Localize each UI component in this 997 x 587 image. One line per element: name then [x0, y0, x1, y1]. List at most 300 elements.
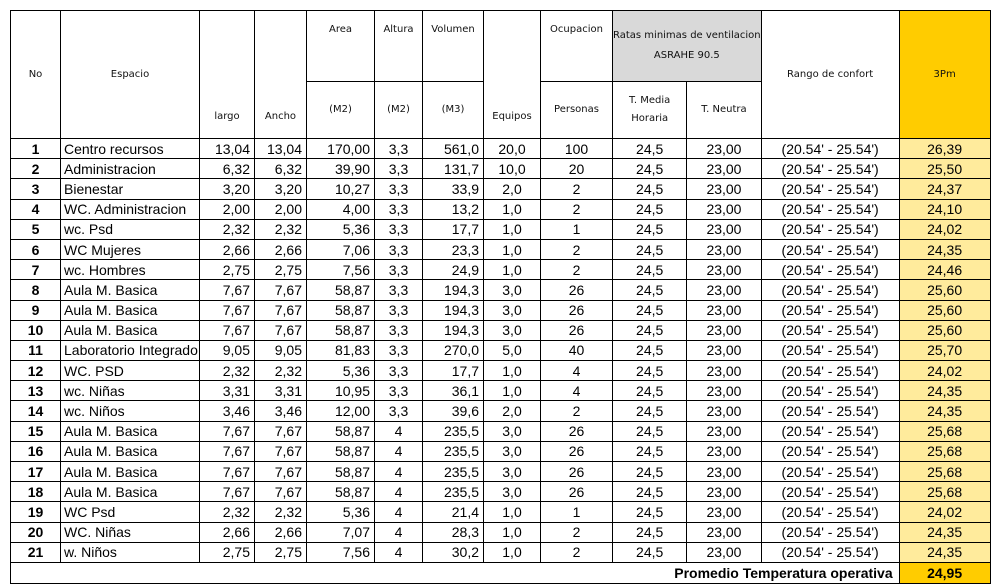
table-row — [11, 421, 991, 441]
table-row — [11, 340, 991, 360]
row-rango: (20.54' - 25.54') — [761, 401, 899, 421]
row-area: 7,07 — [307, 522, 375, 542]
row-t-neutra: 23,00 — [687, 199, 761, 219]
ventilation-table — [10, 10, 991, 584]
row-no: 3 — [11, 179, 61, 199]
row-largo: 7,67 — [200, 320, 255, 340]
row-t-neutra: 23,00 — [687, 361, 761, 381]
row-no: 20 — [11, 522, 61, 542]
row-area: 7,56 — [307, 542, 375, 562]
row-t-media: 24,5 — [613, 340, 687, 360]
row-ancho: 7,67 — [255, 300, 307, 320]
row-t-neutra: 23,00 — [687, 401, 761, 421]
row-espacio: wc. Hombres — [61, 260, 200, 280]
table-row — [11, 159, 991, 179]
row-3pm: 24,10 — [899, 199, 990, 219]
row-area: 7,56 — [307, 260, 375, 280]
row-altura: 3,3 — [375, 340, 423, 360]
row-3pm: 24,02 — [899, 361, 990, 381]
header-largo: largo — [200, 11, 255, 139]
row-volumen: 235,5 — [423, 482, 484, 502]
row-espacio: WC Mujeres — [61, 239, 200, 259]
row-3pm: 24,37 — [899, 179, 990, 199]
header-altura: Altura — [375, 11, 423, 82]
row-t-neutra: 23,00 — [687, 219, 761, 239]
row-personas: 2 — [541, 260, 613, 280]
row-area: 58,87 — [307, 280, 375, 300]
row-t-neutra: 23,00 — [687, 340, 761, 360]
row-volumen: 131,7 — [423, 159, 484, 179]
row-largo: 7,67 — [200, 482, 255, 502]
row-volumen: 21,4 — [423, 502, 484, 522]
row-ancho: 3,46 — [255, 401, 307, 421]
row-volumen: 33,9 — [423, 179, 484, 199]
row-no: 14 — [11, 401, 61, 421]
row-t-neutra: 23,00 — [687, 421, 761, 441]
row-rango: (20.54' - 25.54') — [761, 300, 899, 320]
row-rango: (20.54' - 25.54') — [761, 280, 899, 300]
table-row — [11, 361, 991, 381]
header-area-unit: (M2) — [307, 82, 375, 139]
row-espacio: Aula M. Basica — [61, 441, 200, 461]
row-rango: (20.54' - 25.54') — [761, 542, 899, 562]
row-area: 81,83 — [307, 340, 375, 360]
row-volumen: 270,0 — [423, 340, 484, 360]
row-area: 5,36 — [307, 219, 375, 239]
row-volumen: 13,2 — [423, 199, 484, 219]
row-area: 58,87 — [307, 482, 375, 502]
row-largo: 2,66 — [200, 522, 255, 542]
header-equipos: Equipos — [484, 11, 541, 139]
row-rango: (20.54' - 25.54') — [761, 239, 899, 259]
row-area: 170,00 — [307, 139, 375, 159]
row-rango: (20.54' - 25.54') — [761, 179, 899, 199]
table-row — [11, 260, 991, 280]
row-volumen: 23,3 — [423, 239, 484, 259]
row-rango: (20.54' - 25.54') — [761, 381, 899, 401]
row-area: 5,36 — [307, 361, 375, 381]
row-largo: 3,31 — [200, 381, 255, 401]
row-altura: 3,3 — [375, 320, 423, 340]
row-equipos: 1,0 — [484, 219, 541, 239]
row-espacio: Laboratorio Integrado — [61, 340, 200, 360]
row-t-media: 24,5 — [613, 401, 687, 421]
table-row — [11, 280, 991, 300]
row-t-neutra: 23,00 — [687, 159, 761, 179]
row-3pm: 24,35 — [899, 542, 990, 562]
row-equipos: 1,0 — [484, 502, 541, 522]
header-ancho: Ancho — [255, 11, 307, 139]
row-3pm: 25,60 — [899, 280, 990, 300]
row-espacio: w. Niños — [61, 542, 200, 562]
table-row — [11, 199, 991, 219]
row-no: 6 — [11, 239, 61, 259]
row-rango: (20.54' - 25.54') — [761, 361, 899, 381]
row-area: 58,87 — [307, 462, 375, 482]
row-no: 10 — [11, 320, 61, 340]
row-t-neutra: 23,00 — [687, 179, 761, 199]
row-volumen: 17,7 — [423, 361, 484, 381]
row-espacio: Aula M. Basica — [61, 421, 200, 441]
row-ancho: 7,67 — [255, 320, 307, 340]
row-volumen: 17,7 — [423, 219, 484, 239]
row-t-media: 24,5 — [613, 441, 687, 461]
table-row — [11, 300, 991, 320]
row-3pm: 26,39 — [899, 139, 990, 159]
row-t-neutra: 23,00 — [687, 381, 761, 401]
row-no: 4 — [11, 199, 61, 219]
row-no: 15 — [11, 421, 61, 441]
row-espacio: WC. Niñas — [61, 522, 200, 542]
row-espacio: Aula M. Basica — [61, 300, 200, 320]
row-personas: 20 — [541, 159, 613, 179]
row-largo: 9,05 — [200, 340, 255, 360]
row-3pm: 25,68 — [899, 441, 990, 461]
row-area: 58,87 — [307, 421, 375, 441]
row-t-media: 24,5 — [613, 381, 687, 401]
row-area: 58,87 — [307, 441, 375, 461]
row-t-media: 24,5 — [613, 219, 687, 239]
row-equipos: 1,0 — [484, 522, 541, 542]
row-no: 12 — [11, 361, 61, 381]
row-altura: 4 — [375, 502, 423, 522]
row-altura: 3,3 — [375, 179, 423, 199]
average-value: 24,95 — [899, 562, 990, 583]
row-no: 18 — [11, 482, 61, 502]
row-3pm: 25,70 — [899, 340, 990, 360]
row-ancho: 6,32 — [255, 159, 307, 179]
row-largo: 2,32 — [200, 219, 255, 239]
header-volumen: Volumen — [423, 11, 484, 82]
row-largo: 2,66 — [200, 239, 255, 259]
row-no: 17 — [11, 462, 61, 482]
row-personas: 2 — [541, 239, 613, 259]
table-row — [11, 139, 991, 159]
row-no: 2 — [11, 159, 61, 179]
row-largo: 2,00 — [200, 199, 255, 219]
row-area: 10,95 — [307, 381, 375, 401]
row-altura: 4 — [375, 482, 423, 502]
row-no: 5 — [11, 219, 61, 239]
row-personas: 2 — [541, 542, 613, 562]
row-altura: 3,3 — [375, 300, 423, 320]
row-personas: 26 — [541, 320, 613, 340]
row-equipos: 3,0 — [484, 462, 541, 482]
row-equipos: 1,0 — [484, 260, 541, 280]
row-espacio: Aula M. Basica — [61, 462, 200, 482]
header-ocupacion: Ocupacion — [541, 11, 613, 82]
row-t-media: 24,5 — [613, 320, 687, 340]
row-rango: (20.54' - 25.54') — [761, 421, 899, 441]
row-volumen: 30,2 — [423, 542, 484, 562]
header-rango: Rango de confort — [761, 11, 899, 139]
row-t-neutra: 23,00 — [687, 502, 761, 522]
row-volumen: 28,3 — [423, 522, 484, 542]
row-rango: (20.54' - 25.54') — [761, 199, 899, 219]
row-altura: 3,3 — [375, 361, 423, 381]
row-personas: 2 — [541, 179, 613, 199]
row-no: 13 — [11, 381, 61, 401]
row-no: 19 — [11, 502, 61, 522]
row-rango: (20.54' - 25.54') — [761, 320, 899, 340]
row-rango: (20.54' - 25.54') — [761, 159, 899, 179]
row-volumen: 235,5 — [423, 421, 484, 441]
row-t-neutra: 23,00 — [687, 300, 761, 320]
row-rango: (20.54' - 25.54') — [761, 219, 899, 239]
row-t-neutra: 23,00 — [687, 139, 761, 159]
row-t-media: 24,5 — [613, 260, 687, 280]
row-volumen: 36,1 — [423, 381, 484, 401]
table-row — [11, 401, 991, 421]
row-ancho: 7,67 — [255, 482, 307, 502]
table-row — [11, 462, 991, 482]
table-row — [11, 239, 991, 259]
row-ancho: 7,67 — [255, 421, 307, 441]
row-area: 7,06 — [307, 239, 375, 259]
row-rango: (20.54' - 25.54') — [761, 260, 899, 280]
row-3pm: 24,02 — [899, 219, 990, 239]
row-altura: 3,3 — [375, 219, 423, 239]
row-equipos: 3,0 — [484, 320, 541, 340]
row-t-neutra: 23,00 — [687, 320, 761, 340]
row-no: 1 — [11, 139, 61, 159]
row-t-neutra: 23,00 — [687, 462, 761, 482]
row-personas: 26 — [541, 482, 613, 502]
row-ancho: 2,32 — [255, 502, 307, 522]
row-ancho: 2,75 — [255, 260, 307, 280]
row-t-neutra: 23,00 — [687, 441, 761, 461]
row-area: 58,87 — [307, 300, 375, 320]
row-largo: 13,04 — [200, 139, 255, 159]
row-ancho: 7,67 — [255, 462, 307, 482]
row-t-media: 24,5 — [613, 139, 687, 159]
header-3pm: 3Pm — [899, 11, 990, 139]
header-no: No — [11, 11, 61, 139]
table-row — [11, 441, 991, 461]
row-espacio: wc. Niñas — [61, 381, 200, 401]
row-personas: 26 — [541, 300, 613, 320]
row-t-media: 24,5 — [613, 542, 687, 562]
row-espacio: WC Psd — [61, 502, 200, 522]
row-ancho: 3,20 — [255, 179, 307, 199]
row-largo: 7,67 — [200, 300, 255, 320]
row-area: 4,00 — [307, 199, 375, 219]
header-t-media — [613, 82, 687, 139]
row-equipos: 3,0 — [484, 280, 541, 300]
row-t-media: 24,5 — [613, 159, 687, 179]
row-espacio: Aula M. Basica — [61, 280, 200, 300]
row-altura: 3,3 — [375, 139, 423, 159]
row-altura: 3,3 — [375, 199, 423, 219]
row-t-media: 24,5 — [613, 482, 687, 502]
row-personas: 4 — [541, 381, 613, 401]
header-espacio: Espacio — [61, 11, 200, 139]
row-t-neutra: 23,00 — [687, 482, 761, 502]
table-row — [11, 502, 991, 522]
row-volumen: 235,5 — [423, 441, 484, 461]
row-altura: 3,3 — [375, 280, 423, 300]
table-row — [11, 522, 991, 542]
row-3pm: 25,68 — [899, 482, 990, 502]
average-label: Promedio Temperatura operativa — [11, 562, 900, 583]
row-largo: 2,75 — [200, 260, 255, 280]
header-t-media-line2: Horaria — [631, 113, 669, 124]
row-rango: (20.54' - 25.54') — [761, 462, 899, 482]
row-3pm: 25,68 — [899, 462, 990, 482]
row-personas: 100 — [541, 139, 613, 159]
table-row — [11, 542, 991, 562]
row-espacio: wc. Niños — [61, 401, 200, 421]
row-espacio: Bienestar — [61, 179, 200, 199]
row-altura: 4 — [375, 421, 423, 441]
header-t-media-line1: T. Media — [628, 95, 671, 106]
row-3pm: 24,02 — [899, 502, 990, 522]
header-personas: Personas — [541, 82, 613, 139]
row-rango: (20.54' - 25.54') — [761, 441, 899, 461]
row-altura: 3,3 — [375, 159, 423, 179]
row-t-media: 24,5 — [613, 421, 687, 441]
row-t-neutra: 23,00 — [687, 280, 761, 300]
row-rango: (20.54' - 25.54') — [761, 482, 899, 502]
row-rango: (20.54' - 25.54') — [761, 522, 899, 542]
row-equipos: 3,0 — [484, 300, 541, 320]
row-t-media: 24,5 — [613, 280, 687, 300]
row-rango: (20.54' - 25.54') — [761, 139, 899, 159]
row-largo: 7,67 — [200, 462, 255, 482]
row-ancho: 3,31 — [255, 381, 307, 401]
row-espacio: Administracion — [61, 159, 200, 179]
row-t-media: 24,5 — [613, 179, 687, 199]
row-3pm: 25,68 — [899, 421, 990, 441]
row-3pm: 24,35 — [899, 401, 990, 421]
row-ancho: 2,75 — [255, 542, 307, 562]
row-personas: 26 — [541, 462, 613, 482]
row-t-neutra: 23,00 — [687, 239, 761, 259]
row-3pm: 24,35 — [899, 239, 990, 259]
table-row — [11, 482, 991, 502]
row-rango: (20.54' - 25.54') — [761, 340, 899, 360]
row-t-media: 24,5 — [613, 502, 687, 522]
row-equipos: 1,0 — [484, 542, 541, 562]
row-personas: 2 — [541, 199, 613, 219]
header-altura-unit: (M2) — [375, 82, 423, 139]
row-volumen: 194,3 — [423, 300, 484, 320]
row-ancho: 7,67 — [255, 280, 307, 300]
table-row — [11, 320, 991, 340]
row-area: 39,90 — [307, 159, 375, 179]
row-volumen: 561,0 — [423, 139, 484, 159]
row-equipos: 20,0 — [484, 139, 541, 159]
row-espacio: WC. Administracion — [61, 199, 200, 219]
table-row — [11, 179, 991, 199]
row-ancho: 2,32 — [255, 361, 307, 381]
row-ancho: 9,05 — [255, 340, 307, 360]
row-altura: 4 — [375, 542, 423, 562]
header-volumen-unit: (M3) — [423, 82, 484, 139]
row-volumen: 24,9 — [423, 260, 484, 280]
row-espacio: Aula M. Basica — [61, 482, 200, 502]
row-altura: 3,3 — [375, 239, 423, 259]
row-no: 8 — [11, 280, 61, 300]
row-area: 12,00 — [307, 401, 375, 421]
row-3pm: 25,50 — [899, 159, 990, 179]
row-no: 11 — [11, 340, 61, 360]
row-ancho: 13,04 — [255, 139, 307, 159]
row-personas: 2 — [541, 401, 613, 421]
row-no: 16 — [11, 441, 61, 461]
row-espacio: wc. Psd — [61, 219, 200, 239]
row-equipos: 3,0 — [484, 482, 541, 502]
row-area: 10,27 — [307, 179, 375, 199]
row-volumen: 194,3 — [423, 320, 484, 340]
row-3pm: 24,35 — [899, 381, 990, 401]
row-3pm: 24,46 — [899, 260, 990, 280]
row-altura: 4 — [375, 462, 423, 482]
row-equipos: 3,0 — [484, 441, 541, 461]
row-ancho: 2,00 — [255, 199, 307, 219]
row-t-media: 24,5 — [613, 199, 687, 219]
row-t-neutra: 23,00 — [687, 522, 761, 542]
row-3pm: 24,35 — [899, 522, 990, 542]
row-no: 21 — [11, 542, 61, 562]
row-volumen: 39,6 — [423, 401, 484, 421]
row-ancho: 2,66 — [255, 522, 307, 542]
row-equipos: 3,0 — [484, 421, 541, 441]
header-ratas — [613, 11, 762, 82]
row-equipos: 1,0 — [484, 239, 541, 259]
row-t-neutra: 23,00 — [687, 542, 761, 562]
row-personas: 4 — [541, 361, 613, 381]
row-largo: 6,32 — [200, 159, 255, 179]
row-equipos: 5,0 — [484, 340, 541, 360]
row-3pm: 25,60 — [899, 320, 990, 340]
row-rango: (20.54' - 25.54') — [761, 502, 899, 522]
row-area: 58,87 — [307, 320, 375, 340]
row-espacio: WC. PSD — [61, 361, 200, 381]
row-equipos: 2,0 — [484, 401, 541, 421]
row-volumen: 194,3 — [423, 280, 484, 300]
table-row — [11, 381, 991, 401]
row-personas: 2 — [541, 522, 613, 542]
row-personas: 40 — [541, 340, 613, 360]
row-equipos: 1,0 — [484, 381, 541, 401]
header-ratas-line2: ASRAHE 90.5 — [653, 50, 720, 61]
row-3pm: 25,60 — [899, 300, 990, 320]
row-t-neutra: 23,00 — [687, 260, 761, 280]
row-ancho: 2,66 — [255, 239, 307, 259]
row-altura: 4 — [375, 441, 423, 461]
row-equipos: 10,0 — [484, 159, 541, 179]
row-equipos: 2,0 — [484, 179, 541, 199]
row-personas: 1 — [541, 502, 613, 522]
row-largo: 2,75 — [200, 542, 255, 562]
row-ancho: 2,32 — [255, 219, 307, 239]
row-altura: 3,3 — [375, 381, 423, 401]
row-largo: 7,67 — [200, 421, 255, 441]
table-body — [11, 139, 991, 563]
row-area: 5,36 — [307, 502, 375, 522]
table-row — [11, 219, 991, 239]
row-largo: 2,32 — [200, 361, 255, 381]
row-ancho: 7,67 — [255, 441, 307, 461]
row-largo: 3,46 — [200, 401, 255, 421]
row-no: 7 — [11, 260, 61, 280]
row-t-media: 24,5 — [613, 361, 687, 381]
row-espacio: Centro recursos — [61, 139, 200, 159]
row-largo: 3,20 — [200, 179, 255, 199]
header-t-neutra: T. Neutra — [687, 82, 761, 139]
row-volumen: 235,5 — [423, 462, 484, 482]
